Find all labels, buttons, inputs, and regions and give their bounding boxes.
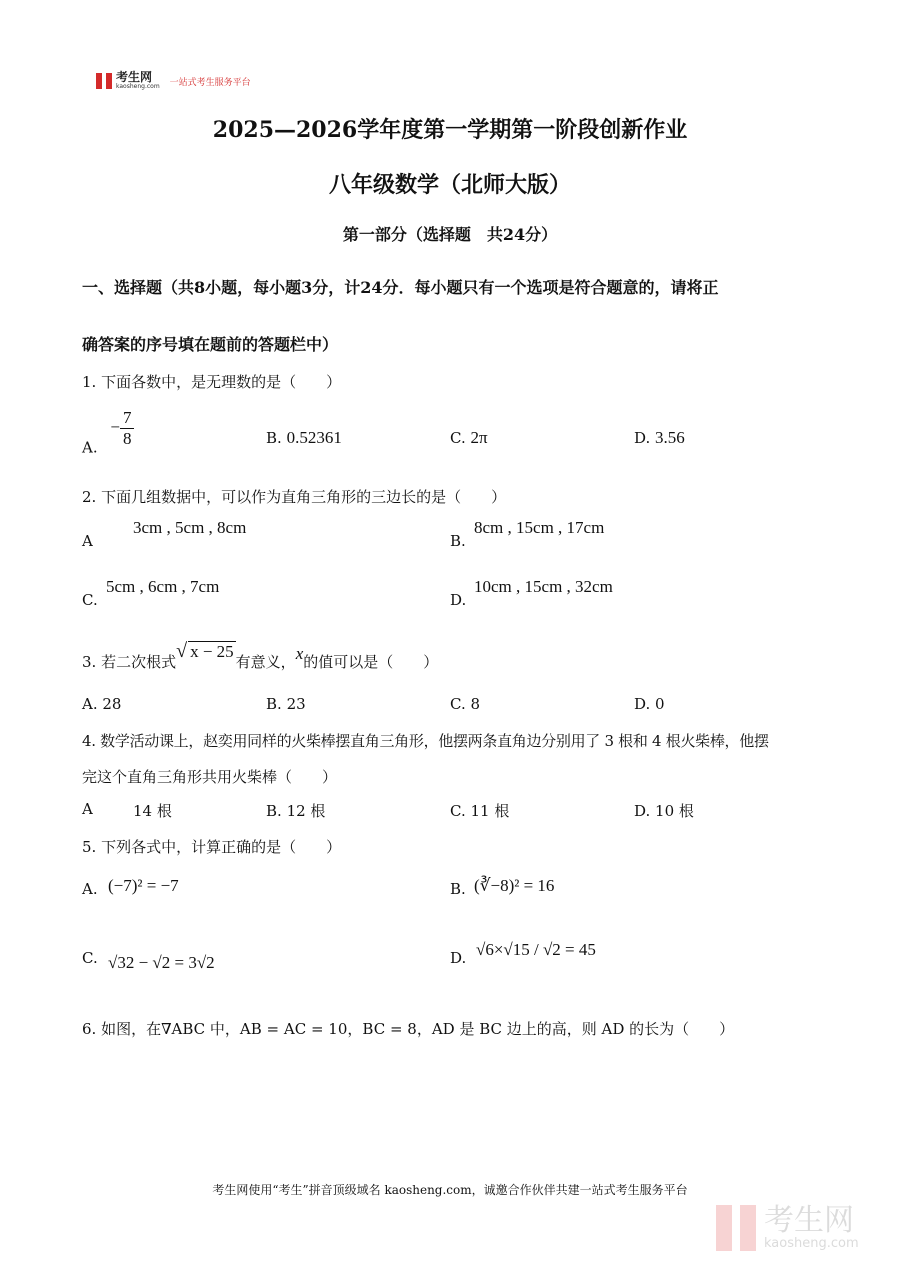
q5-option-c-label: C.	[82, 949, 98, 967]
doc-subtitle: 八年级数学（北师大版）	[328, 172, 571, 198]
q2-option-b: 8cm , 15cm , 17cm	[474, 518, 605, 537]
watermark-icon	[716, 1205, 756, 1251]
q5-option-c: √32 − √2 = 3√2	[108, 953, 215, 972]
q2-option-c-label: C.	[82, 591, 98, 609]
q5-stem: 5. 下列各式中，计算正确的是（ ）	[82, 838, 342, 856]
header-logo	[96, 72, 251, 90]
q4-stem-1: 4. 数学活动课上，赵奕用同样的火柴棒摆直角三角形，他摆两条直角边分别用了 3 根和 4 根火柴棒，他摆	[82, 732, 769, 750]
q5-option-a-label: A.	[82, 880, 98, 898]
q4-option-c: C. 11 根	[450, 802, 510, 820]
q4-option-a-label: A	[82, 800, 93, 818]
q1-option-c: C. 2π	[450, 428, 488, 447]
q2-option-a-label: A	[82, 532, 93, 550]
q2-stem: 2. 下面几组数据中，可以作为直角三角形的三边长的是（ ）	[82, 488, 507, 506]
q2-option-c: 5cm , 6cm , 7cm	[106, 577, 220, 596]
q1-option-a: A. − $\frac{7}{8}$	[82, 428, 126, 469]
q2-option-d-label: D.	[450, 591, 467, 609]
watermark-domain: kaosheng.com	[764, 1235, 859, 1251]
q3-option-d: D. 0	[634, 695, 665, 713]
doc-title: 2025—2026学年度第一学期第一阶段创新作业	[212, 117, 688, 143]
q5-option-b: (∛−8)² = 16	[474, 876, 555, 895]
q5-option-d-label: D.	[450, 949, 467, 967]
q3-option-c: C. 8	[450, 695, 481, 713]
q5-option-a: (−7)² = −7	[108, 876, 179, 895]
logo-slogan: 一站式考生服务平台	[169, 77, 251, 88]
logo-domain: kaosheng.com	[116, 83, 160, 90]
logo-name: 考生网	[116, 70, 153, 84]
q5-option-b-label: B.	[450, 880, 466, 898]
q2-option-d: 10cm , 15cm , 32cm	[474, 577, 613, 596]
q1-option-b: B. 0.52361	[266, 428, 342, 447]
footer-text: 考生网使用“考生”拼音顶级域名 kaosheng.com，诚邀合作伙伴共建一站式考生服务平台	[212, 1183, 688, 1197]
logo-icon	[96, 73, 112, 89]
part-heading: 第一部分（选择题 共24分）	[342, 225, 558, 244]
q2-option-a: 3cm , 5cm , 8cm	[133, 518, 247, 537]
q3-option-a: A. 28	[82, 695, 122, 713]
watermark-logo	[716, 1202, 859, 1251]
section-heading-1: 一、选择题（共8小题，每小题3分，计24分．每小题只有一个选项是符合题意的，请将正	[82, 278, 719, 297]
q4-option-b: B. 12 根	[266, 802, 326, 820]
q4-stem-2: 完这个直角三角形共用火柴棒（ ）	[82, 768, 338, 786]
watermark-name: 考生网	[764, 1202, 854, 1238]
q4-option-d: D. 10 根	[634, 802, 694, 820]
q3-stem: 3. 若二次根式√ x − 25有意义，x的值可以是（ ）	[82, 640, 439, 671]
section-heading-2: 确答案的序号填在题前的答题栏中）	[82, 335, 339, 354]
q3-option-b: B. 23	[266, 695, 306, 713]
q2-option-b-label: B.	[450, 532, 466, 550]
q5-option-d: √6×√15 / √2 = 45	[476, 940, 596, 959]
q6-stem: 6. 如图，在∇ABC 中，AB = AC = 10，BC = 8，AD 是 BC 边上的高，则 AD 的长为（ ）	[82, 1020, 735, 1038]
q1-stem: 1. 下面各数中，是无理数的是（ ）	[82, 373, 342, 391]
q1-option-d: D. 3.56	[634, 428, 685, 447]
q4-option-a: 14 根	[133, 802, 172, 820]
